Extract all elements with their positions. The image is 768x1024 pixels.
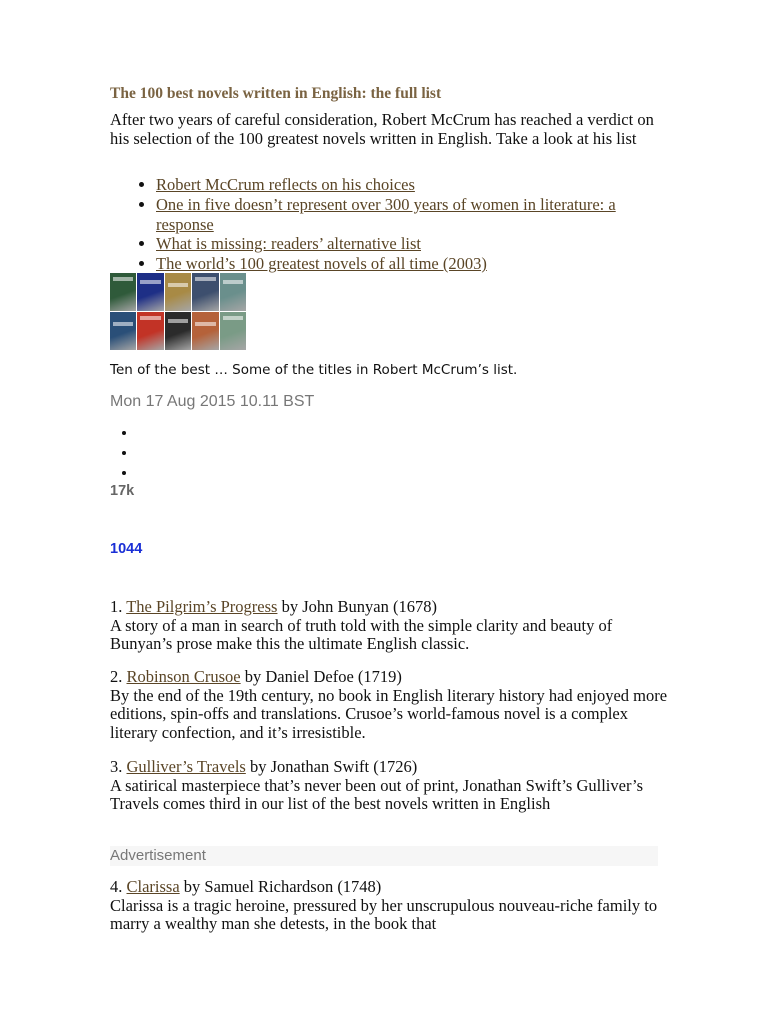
entry-description: A story of a man in search of truth told with the simple clarity and beauty of Bunyan’s prose make this the ultimate English classic. [110, 615, 613, 653]
related-link-women[interactable]: One in five doesn’t represent over 300 years of women in literature: a response [156, 194, 616, 234]
book-cover-thumbnail [192, 312, 218, 350]
cover-title-band [223, 280, 243, 284]
image-caption: Ten of the best … Some of the titles in Robert McCrum’s list. [110, 362, 518, 378]
entry-title-link[interactable]: Robinson Crusoe [126, 667, 241, 686]
entry-number: 1. [110, 597, 123, 616]
book-cover-thumbnail [137, 273, 163, 311]
entry-byline: by Jonathan Swift (1726) [249, 757, 418, 776]
book-cover-thumbnail [110, 273, 136, 311]
cover-title-band [140, 280, 160, 284]
share-bullets [110, 423, 140, 483]
advertisement-label: Advertisement [110, 846, 658, 866]
cover-title-band [195, 277, 215, 281]
entry-title-link[interactable]: Gulliver’s Travels [126, 757, 246, 776]
entry-title-link[interactable]: The Pilgrim’s Progress [126, 597, 278, 616]
book-cover-thumbnail [110, 312, 136, 350]
article-intro: After two years of careful consideration, Robert McCrum has reached a verdict on his selection of the 100 greatest novels written in English. Take a look at his list [110, 110, 654, 148]
share-count: 17k [110, 483, 135, 499]
publish-date: Mon 17 Aug 2015 10.11 BST [110, 393, 315, 410]
cover-title-band [113, 277, 133, 281]
cover-title-band [168, 283, 188, 287]
list-entry-3 [110, 758, 670, 814]
related-link-reflects[interactable]: Robert McCrum reflects on his choices [156, 175, 415, 194]
book-cover-thumbnail [165, 273, 191, 311]
entry-byline: by John Bunyan (1678) [281, 597, 437, 616]
list-item [156, 195, 670, 235]
cover-title-band [168, 319, 188, 323]
book-cover-thumbnail [137, 312, 163, 350]
list-entry-4 [110, 878, 670, 934]
comment-count[interactable]: 1044 [110, 541, 143, 557]
cover-title-band [140, 316, 160, 320]
entry-description: Clarissa is a tragic heroine, pressured by her unscrupulous nouveau-riche family to marry a wealthy man she detests, in the book that [110, 895, 658, 933]
entry-byline: by Samuel Richardson (1748) [183, 877, 382, 896]
entry-number: 2. [110, 667, 123, 686]
related-link-2003-list[interactable]: The world’s 100 greatest novels of all time (2003) [156, 254, 487, 274]
entry-title-link[interactable]: Clarissa [126, 877, 180, 896]
share-bullet[interactable] [136, 463, 140, 483]
article-title: The 100 best novels written in English: the full list [110, 85, 442, 102]
book-cover-thumbnail [220, 312, 246, 350]
related-link-readers-list[interactable]: What is missing: readers’ alternative list [156, 234, 421, 254]
entry-description: A satirical masterpiece that’s never been out of print, Jonathan Swift’s Gulliver’s Travels comes third in our list of the best novels written in English [110, 775, 644, 813]
cover-title-band [195, 322, 215, 326]
entry-number: 3. [110, 757, 123, 776]
book-cover-thumbnail [165, 312, 191, 350]
entry-number: 4. [110, 877, 123, 896]
cover-title-band [223, 316, 243, 320]
list-entry-1 [110, 598, 670, 654]
entry-byline: by Daniel Defoe (1719) [244, 667, 402, 686]
list-item [156, 254, 670, 274]
entry-description: By the end of the 19th century, no book in English literary history had enjoyed more editions, spin-offs and translations. Crusoe’s world-famous novel is a complex literary confection, and it’s irresistible. [110, 685, 668, 742]
book-cover-thumbnail [220, 273, 246, 311]
share-bullet[interactable] [136, 443, 140, 463]
book-cover-thumbnail [192, 273, 218, 311]
related-links [110, 175, 670, 274]
share-bullet[interactable] [136, 423, 140, 443]
list-entry-2 [110, 668, 670, 742]
list-item [156, 175, 670, 195]
cover-title-band [113, 322, 133, 326]
list-item [156, 234, 670, 254]
book-covers-image [110, 273, 246, 350]
